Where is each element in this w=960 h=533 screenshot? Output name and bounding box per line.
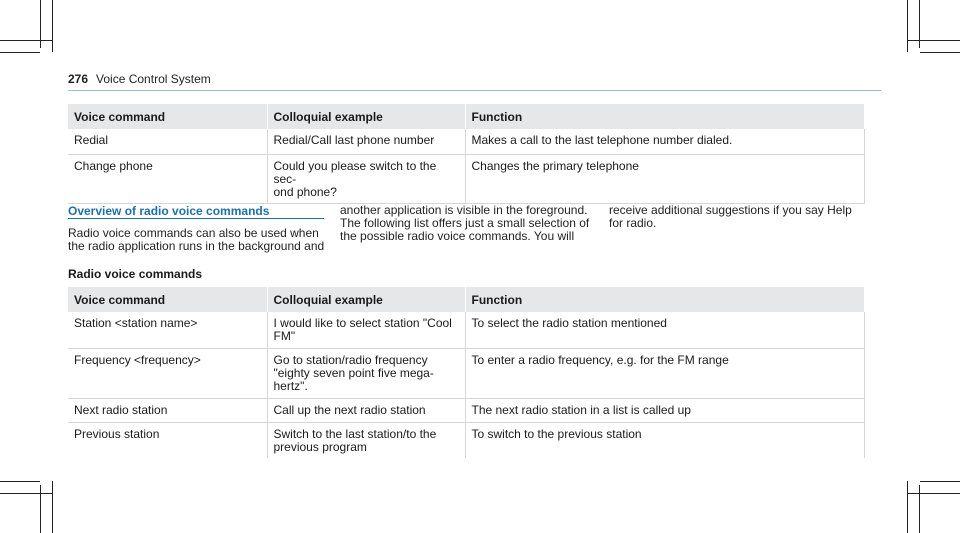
table-cell: Switch to the last station/to the previous program [267, 422, 465, 458]
table-row [68, 154, 864, 203]
column-header: Colloquial example [267, 104, 465, 129]
crop-mark [0, 481, 40, 482]
table-cell: Call up the next radio station [267, 398, 465, 422]
table-cell: Could you please switch to the sec- ond phone? [267, 154, 465, 203]
page-number: 276 [68, 72, 89, 86]
column-header: Voice command [68, 104, 267, 129]
page-header [68, 72, 211, 86]
table-cell: Changes the primary telephone [465, 154, 864, 203]
table-cell: Makes a call to the last telephone number dialed. [465, 129, 864, 154]
table-row [68, 422, 864, 458]
crop-mark [920, 481, 960, 482]
table-cell: The next radio station in a list is called up [465, 398, 864, 422]
table-row [68, 348, 864, 398]
table-row [68, 129, 864, 154]
radio-commands-table [68, 287, 865, 458]
table-row [68, 398, 864, 422]
column-header: Voice command [68, 287, 267, 312]
crop-mark [920, 52, 960, 53]
crop-mark [52, 0, 53, 52]
table-cell: Previous station [74, 426, 160, 441]
table-header-row [68, 104, 864, 129]
table-cell: Next radio station [68, 398, 267, 422]
column-header: Function [465, 287, 864, 312]
radio-commands-heading: Radio voice commands [68, 267, 203, 281]
table-cell: Station <station name> [68, 312, 267, 348]
overview-paragraph-col1: Radio voice commands can also be used when the radio application runs in the background and [68, 226, 325, 253]
column-header: Function [465, 104, 864, 129]
table-cell: To switch to the previous station [465, 422, 864, 458]
table-cell: Go to station/radio frequency "eighty seven point five mega- hertz". [267, 348, 465, 398]
table-cell: To enter a radio frequency, e.g. for the FM range [465, 348, 864, 398]
crop-mark [908, 40, 960, 41]
crop-mark [52, 481, 53, 533]
table-row [68, 312, 864, 348]
crop-mark [0, 493, 52, 494]
column-header: Colloquial example [267, 287, 465, 312]
section-title: Voice Control System [96, 72, 211, 86]
phone-commands-table [68, 104, 865, 204]
header-rule [68, 90, 881, 91]
overview-paragraph-col2: another application is visible in the foreground. The following list offers just a small selection of the possible radio voice commands. You will [340, 203, 590, 243]
table-cell: To select the radio station mentioned [465, 312, 864, 348]
table-cell: Redial/Call last phone number [267, 129, 465, 154]
table-header-row [68, 287, 864, 312]
crop-mark [0, 40, 52, 41]
overview-heading-rule [68, 218, 324, 219]
table-cell: I would like to select station "Cool FM" [267, 312, 465, 348]
crop-mark [907, 481, 908, 533]
table-cell: Redial [68, 129, 267, 154]
overview-paragraph-col3: receive additional suggestions if you say Help for radio. [609, 203, 852, 230]
table-cell: Change phone [68, 154, 267, 203]
crop-mark [908, 493, 960, 494]
table-cell: Frequency <frequency> [68, 348, 267, 398]
crop-mark [907, 0, 908, 52]
overview-heading: Overview of radio voice commands [68, 204, 270, 218]
crop-mark [0, 52, 40, 53]
